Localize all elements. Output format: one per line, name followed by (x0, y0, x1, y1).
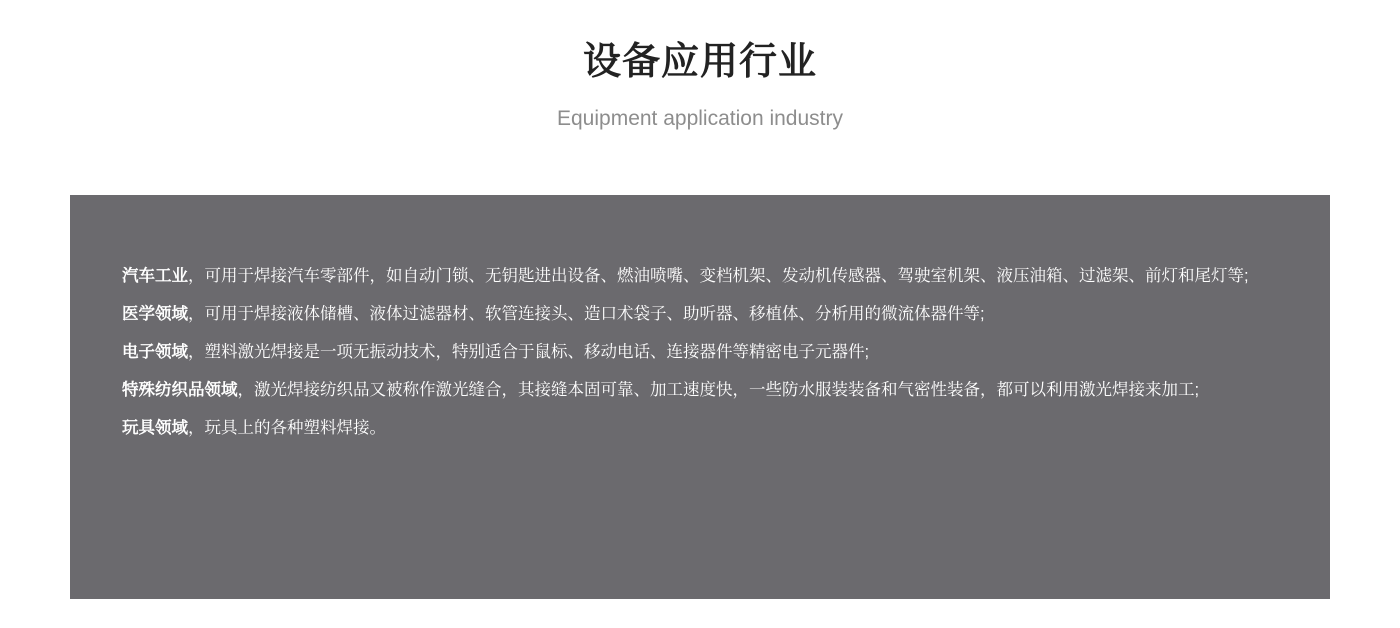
industry-item (122, 333, 1278, 371)
page-subtitle: Equipment application industry (556, 106, 843, 130)
industry-item-text: ，激光焊接纺织品又被称作激光缝合，其接缝本固可靠、加工速度快，一些防水服装装备和气密性装备，都可以利用激光焊接来加工; (237, 381, 1200, 399)
industry-item (122, 257, 1278, 295)
industry-item (122, 295, 1278, 333)
industry-item-label: 汽车工业 (122, 267, 188, 285)
page-header (0, 0, 1400, 131)
industry-item-text: ，玩具上的各种塑料焊接。 (188, 419, 386, 437)
industry-item-label: 电子领域 (122, 343, 188, 361)
industry-item (122, 409, 1278, 447)
content-panel (70, 195, 1330, 599)
industry-item-text: ，塑料激光焊接是一项无振动技术，特别适合于鼠标、移动电话、连接器件等精密电子元器件; (188, 343, 870, 361)
industry-item (122, 371, 1278, 409)
content-panel-body (70, 195, 1330, 447)
page-title: 设备应用行业 (582, 41, 817, 83)
industry-item-text: ，可用于焊接汽车零部件，如自动门锁、无钥匙进出设备、燃油喷嘴、变档机架、发动机传感器、驾驶室机架、液压油箱、过滤架、前灯和尾灯等; (188, 267, 1249, 285)
industry-item-label: 特殊纺织品领域 (122, 381, 238, 399)
industry-item-label: 医学领域 (122, 305, 188, 323)
industry-item-text: ，可用于焊接液体储槽、液体过滤器材、软管连接头、造口术袋子、助听器、移植体、分析用的微流体器件等; (188, 305, 985, 323)
industry-item-label: 玩具领域 (122, 419, 188, 437)
